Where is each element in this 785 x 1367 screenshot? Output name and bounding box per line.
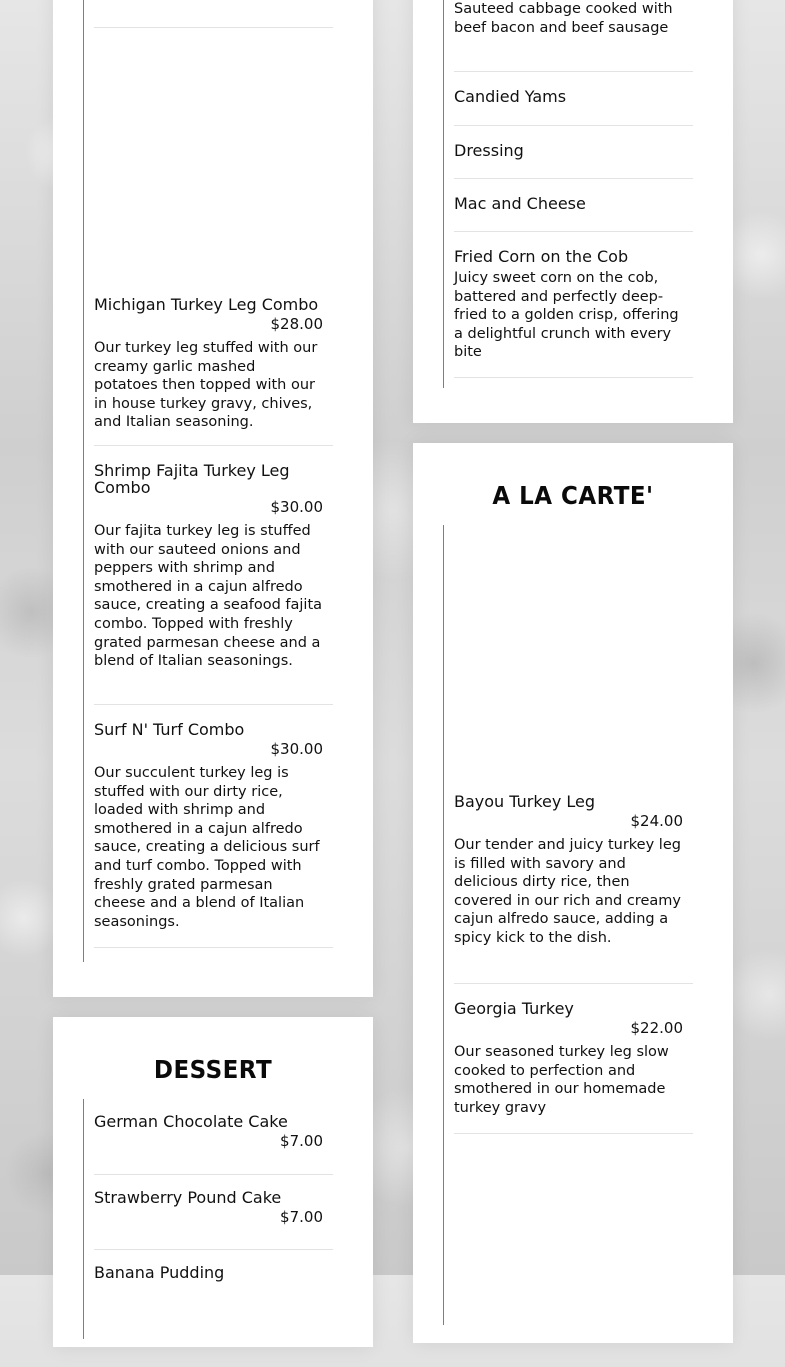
left-menu-column (53, 0, 373, 1367)
dessert-panel (53, 1017, 373, 1347)
a-la-carte-name: Georgia Turkey (454, 999, 574, 1018)
combo-item-michigan[interactable] (94, 296, 333, 446)
a-la-carte-heading: A LA CARTE' (492, 481, 654, 510)
combo-description: Our succulent turkey leg is stuffed with our dirty rice, loaded with shrimp and smothered in a cajun alfredo sauce, creating a delicious surf and turf combo. Topped with freshly grated parmesan cheese and a blend of Italian seasonings. (94, 765, 320, 930)
dessert-item-banana-pudding[interactable] (94, 1250, 333, 1310)
side-item-cabbage[interactable] (454, 0, 693, 72)
a-la-carte-description: Our tender and juicy turkey leg is filled with savory and delicious dirty rice, then covered in our rich and creamy cajun alfredo sauce, adding a spicy kick to the dish. (454, 837, 681, 946)
combo-fragment-text (94, 0, 295, 2)
combo-description: Our fajita turkey leg is stuffed with our sauteed onions and peppers with shrimp and smothered in a cajun alfredo sauce, creating a seafood fajita combo. Topped with freshly grated parmesan cheese and a blend of Italian seasonings. (94, 523, 323, 670)
dessert-name: German Chocolate Cake (94, 1112, 288, 1131)
a-la-carte-name: Bayou Turkey Leg (454, 792, 596, 811)
a-la-carte-item-bayou[interactable] (454, 793, 693, 984)
combo-name: Surf N' Turf Combo (94, 720, 245, 739)
combos-list (83, 0, 333, 962)
dessert-name: Strawberry Pound Cake (94, 1188, 282, 1207)
dessert-item-german-chocolate[interactable] (94, 1099, 333, 1175)
side-name: Mac and Cheese (454, 194, 586, 213)
a-la-carte-image-placeholder (454, 525, 693, 793)
combo-name: Michigan Turkey Leg Combo (94, 295, 319, 314)
side-name: Dressing (454, 141, 524, 160)
side-item-dressing[interactable] (454, 126, 693, 179)
combo-item-surf-n-turf[interactable] (94, 705, 333, 948)
a-la-carte-item-georgia[interactable] (454, 984, 693, 1134)
side-item-candied-yams[interactable] (454, 72, 693, 126)
combo-price: $30.00 (270, 498, 323, 516)
sides-panel (413, 0, 733, 423)
side-name: Candied Yams (454, 87, 567, 106)
a-la-carte-price: $24.00 (630, 812, 683, 830)
side-name: Fried Corn on the Cob (454, 247, 629, 266)
combo-name: Shrimp Fajita Turkey Leg Combo (94, 461, 290, 497)
dessert-price: $7.00 (280, 1132, 323, 1150)
sides-list (443, 0, 693, 388)
a-la-carte-panel (413, 443, 733, 1343)
combo-item-shrimp-fajita[interactable] (94, 446, 333, 705)
combo-description: Our turkey leg stuffed with our creamy garlic mashed potatoes then topped with our in house turkey gravy, chives, and Italian seasoning. (94, 340, 318, 431)
dessert-list (83, 1099, 333, 1339)
side-item-fried-corn[interactable] (454, 232, 693, 378)
side-item-mac-and-cheese[interactable] (454, 179, 693, 232)
combo-price: $28.00 (270, 315, 323, 333)
a-la-carte-list (443, 525, 693, 1325)
combo-price: $30.00 (270, 740, 323, 758)
a-la-carte-description: Our seasoned turkey leg slow cooked to perfection and smothered in our homemade turkey gravy (454, 1044, 669, 1116)
combo-image-placeholder (94, 28, 333, 296)
side-description: Sauteed cabbage cooked with beef bacon and beef sausage (454, 1, 673, 36)
combos-panel (53, 0, 373, 997)
dessert-heading: DESSERT (153, 1055, 273, 1084)
dessert-item-strawberry-pound[interactable] (94, 1175, 333, 1250)
dessert-name: Banana Pudding (94, 1263, 225, 1282)
dessert-price: $7.00 (280, 1208, 323, 1226)
side-description: Juicy sweet corn on the cob, battered and perfectly deep-fried to a golden crisp, offering a delightful crunch with every bite (454, 270, 679, 361)
a-la-carte-price: $22.00 (630, 1019, 683, 1037)
right-menu-column (413, 0, 733, 1363)
combo-item-fragment (94, 0, 333, 28)
